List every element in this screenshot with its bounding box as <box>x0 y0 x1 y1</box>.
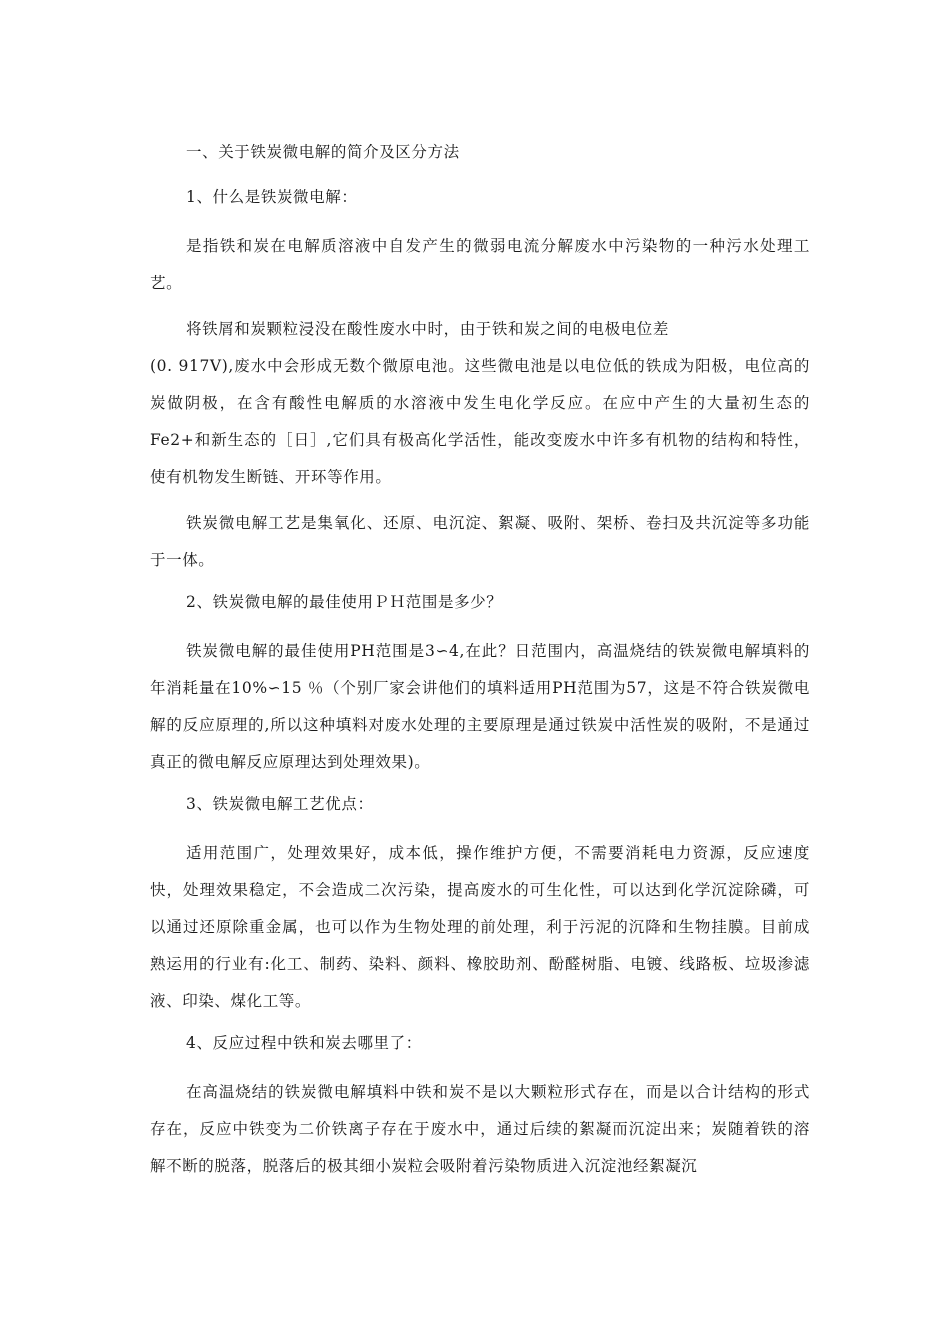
question-1-heading: 1、什么是铁炭微电解： <box>186 188 358 206</box>
paragraph-definition: 是指铁和炭在电解质溶液中自发产生的微弱电流分解废水中污染物的一种污水处理工艺。 <box>150 237 810 292</box>
question-3-heading: 3、铁炭微电解工艺优点： <box>186 795 374 813</box>
paragraph-principle: (0. 917V),废水中会形成无数个微原电池。这些微电池是以电位低的铁成为阳极，电位高的炭做阴极，在含有酸性电解质的水溶液中发生电化学反应。在应中产生的大量初生态的Fe2+和新生态的［日］,它们具有极高化学活性，能改变废水中许多有机物的结构和特性，使有机物发生断链、开环等作用。 <box>150 357 810 486</box>
paragraph-reaction-process: 在高温烧结的铁炭微电解填料中铁和炭不是以大颗粒形式存在，而是以合计结构的形式存在，反应中铁变为二价铁离子存在于废水中，通过后续的絮凝而沉淀出来；炭随着铁的溶解不断的脱落，脱落后的极其细小炭粒会吸附着污染物质进入沉淀池经絮凝沉 <box>150 1083 810 1175</box>
paragraph-ph-range: 铁炭微电解的最佳使用PH范围是3∽4,在此？日范围内，高温烧结的铁炭微电解填料的年消耗量在10%∽15 ％（个别厂家会讲他们的填料适用PH范围为57，这是不符合铁炭微电解的反应原理的,所以这种填料对废水处理的主要原理是通过铁炭中活性炭的吸附，不是通过真正的微电解反应原理达到处理效果)。 <box>150 642 810 771</box>
paragraph-principle-intro: 将铁屑和炭颗粒浸没在酸性废水中时，由于铁和炭之间的电极电位差 <box>186 320 670 338</box>
question-4-heading: 4、反应过程中铁和炭去哪里了： <box>186 1034 422 1052</box>
paragraph-functions: 铁炭微电解工艺是集氧化、还原、电沉淀、絮凝、吸附、架桥、卷扫及共沉淀等多功能于一体。 <box>150 514 810 569</box>
paragraph-advantages: 适用范围广，处理效果好，成本低，操作维护方便，不需要消耗电力资源，反应速度快，处理效果稳定，不会造成二次污染，提高废水的可生化性，可以达到化学沉淀除磷，可以通过还原除重金属，也可以作为生物处理的前处理，利于污泥的沉降和生物挂膜。目前成熟运用的行业有:化工、制药、染料、颜料、橡胶助剂、酚醛树脂、电镀、线路板、垃圾渗滤液、印染、煤化工等。 <box>150 844 810 1010</box>
section-title: 一、关于铁炭微电解的简介及区分方法 <box>186 143 460 161</box>
question-2-heading: 2、铁炭微电解的最佳使用ＰＨ范围是多少？ <box>186 593 503 611</box>
document-body <box>150 138 810 1194</box>
